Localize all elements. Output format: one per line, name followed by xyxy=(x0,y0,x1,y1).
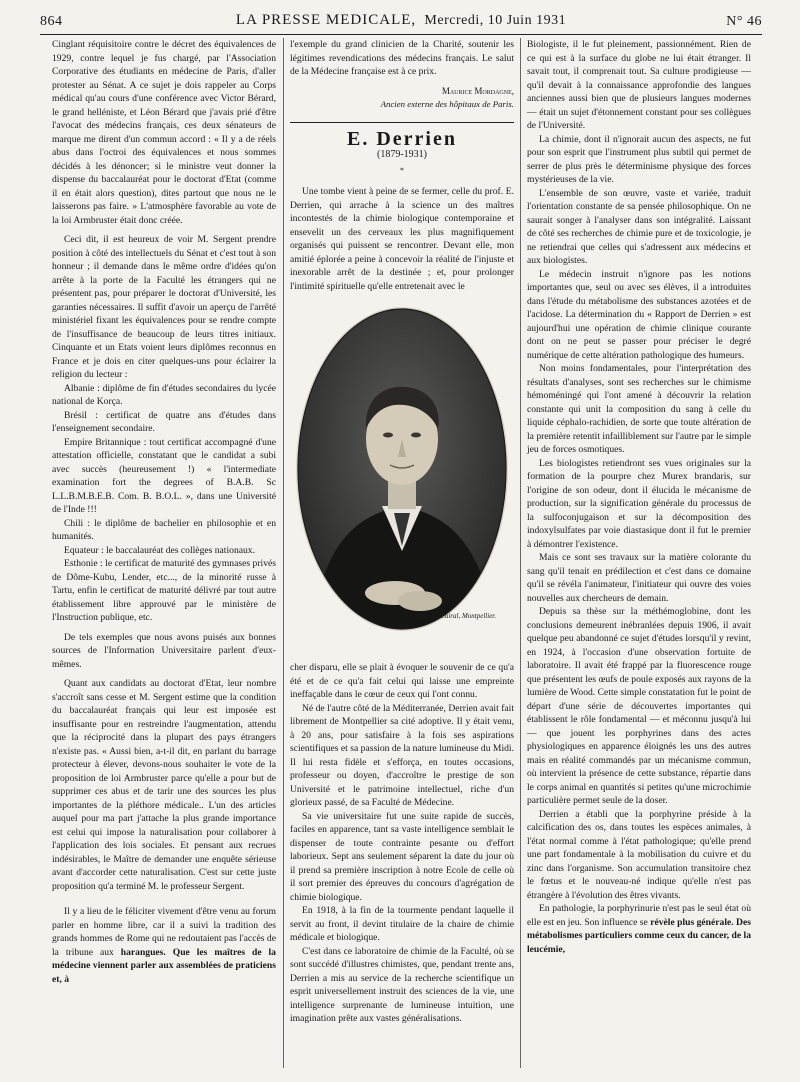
journal-title: LA PRESSE MEDICALE, xyxy=(235,12,417,28)
paragraph xyxy=(52,905,276,986)
list-item-chili: Chili : le diplôme de bachelier en philosophie et en humanités. xyxy=(52,517,276,542)
list-item-albanie: Albanie : diplôme de fin d'études secondaires du lycée national de Korça. xyxy=(52,382,276,407)
paragraph-bold-text: harangues. Que les maîtres de la médecine viennent parler aux assemblées de praticiens et, à xyxy=(52,946,276,985)
paragraph: cher disparu, elle se plait à évoquer le souvenir de ce qu'a été et de ce qu'a fait celui qui laisse une empreinte ineffaçable dans le cœur de ceux qui l'ont connu. xyxy=(290,662,514,700)
portrait-image xyxy=(290,301,514,651)
paragraph: Derrien a établi que la porphyrine préside à la calcification des os, dans toutes les espèces animales, à l'état normal comme à l'état pathologique; qu'elle prend une part fondamentale à la mobilisation du cuivre et du zinc dans l'organisme. Son accumulation transitoire chez le fœtus et le nouveau-né indique qu'elle n'est pas étrangère à l'évolution des êtres vivants. xyxy=(527,808,751,901)
list-item-bresil: Brésil : certificat de quatre ans d'études dans l'enseignement secondaire. xyxy=(52,409,276,434)
author-signature: Maurice Mordagne, xyxy=(441,85,514,96)
paragraph: Quant aux candidats au doctorat d'Etat, leur nombre s'accroît sans cesse et M. Sergent estime que la condition du baccalauréat français qui leur est imposée est insuffisante pour en restreindre l'augmentation, attendu que la réciprocité dans la plupart des pays étrangers n'existe pas. « Aussi bien, a-t-il dit, en parlant du barrage protecteur à élever, devons-nous souhaiter le vote de la proposition de loi Armbruster parce qu'elle a pour but de supprimer ces abus et de tarir une des sources les plus importantes de la pléthore médicale.. L'un des articles auquel pour ma part j'attache la plus grande importance est celui qui impose la naturalisation pour collaborer à l'application des lois sociales. Et pensant aux recrues indésirables, le Maître de demander une enquête sérieuse avant d'accorder cette naturalisation. C'est sur cette juste proposition qu'a terminé M. le professeur Sergent. xyxy=(52,678,276,892)
paragraph-text: En pathologie, la porphyrinurie n'est pas le seul état où elle est en jeu. Son influence se xyxy=(527,903,751,928)
paragraph: La chimie, dont il n'ignorait aucun des aspects, ne fut pour son esprit que l'instrument plus subtil qui permet de serrer de plus près le déterminisme physique des forces mystérieuses de la vie. xyxy=(527,133,751,185)
paragraph xyxy=(527,902,751,956)
paragraph: Non moins fondamentales, pour l'interprétation des résultats d'analyses, sont ses recherches sur le chimisme hémoméningé qui l'ont amené à découvrir la relation constante qui unit la composition du sang à celle du liquide céphalo-rachidien, de sorte que toute altération de la première retentit infailliblement sur l'autre par le simple jeu de forces osmotiques. xyxy=(527,363,751,455)
asterisk-ornament: * xyxy=(400,165,404,175)
paragraph: C'est dans ce laboratoire de chimie de la Faculté, où se sont succédé d'illustres chimistes, que, pendant trente ans, Derrien a mis au service de la recherche scientifique un esprit universellement instruit des sciences de la vie, une intelligence surprenante de lumineuse intuition, une imagination prête aux vastes généralisations. xyxy=(290,945,514,1024)
obituary-dates: (1879-1931) xyxy=(377,149,427,160)
paragraph: Les biologistes retiendront ses vues originales sur la formation de la pourpre chez Murex brandaris, sur l'origine de son odeur, dont il élucida le mécanisme de production, sur la signification générale du processus de la sulfoconjugaison et sur la décomposition des indoxylsulfates par voie diastasique dont il fut le premier à démontrer l'existence. xyxy=(527,457,751,550)
paragraph-text: Il y a lieu de le féliciter vivement d'être venu au forum parler en homme libre, car il a suivi la tradition des grands hommes de Rome qui ne redoutaient pas l'accès de la tribune aux xyxy=(52,906,276,958)
paragraph-bold-text: révèle plus générale. Des métabolismes particuliers comme ceux du cancer, de la leucémie, xyxy=(527,916,751,955)
photo-credit: Photo L. Cuiral, Montpellier. xyxy=(414,611,496,620)
paragraph: En 1918, à la fin de la tourmente pendant laquelle il servit au front, il devint titulaire de la chaire de chimie médicale et biologique. xyxy=(290,905,514,943)
column-2 xyxy=(290,38,514,1026)
paragraph: Sa vie universitaire fut une suite rapide de succès, faciles en apparence, tant sa vaste intelligence semblait le dispenser de toute contrainte pesante ou d'effort laborieux. Sept ans seulement séparent la date du jour où il prend sa première inscription à notre Ecole de celle où il sort premier des épreuves du concours d'agrégation de chimie biologique. xyxy=(290,810,514,903)
section-rule xyxy=(290,122,514,123)
column-1 xyxy=(52,38,276,986)
paragraph: Ceci dit, il est heureux de voir M. Sergent prendre position à côté des intellectuels du Sénat et c'est tout à son honneur ; il demande dans le même ordre d'idées qu'on arrête à la porte de la Faculté les étrangers qui ne présentent pas, pour préparer le doctorat d'Université, les garanties nécessaires. Il suffit d'avoir un aperçu de l'arrêté ministériel fixant les équivalences pour se rendre compte de l'insuffisance de beaucoup de leurs titres initiaux. Cinquante et un Etats voient leurs diplômes reconnus en France et je dois en citer quelques-uns pour éclairer la religion du lecteur : xyxy=(52,234,276,380)
column-divider-2 xyxy=(520,38,521,1068)
issue-number: N° 46 xyxy=(726,14,762,29)
list-item-equateur: Equateur : le baccalauréat des collèges nationaux. xyxy=(64,544,255,556)
issue-date: Mercredi, 10 Juin 1931 xyxy=(424,13,567,28)
column-3 xyxy=(527,38,751,956)
paragraph: Mais ce sont ses travaux sur la matière colorante du sang qu'il tenait en prédilection et c'est dans ce domaine qu'il se révéla l'animateur, l'initiateur qui ouvre des voies nouvelles aux chercheurs de demain. xyxy=(527,552,751,604)
column-divider-1 xyxy=(283,38,284,1068)
portrait-photo xyxy=(290,301,514,651)
paragraph: Le médecin instruit n'ignore pas les notions importantes que, seul ou avec ses élèves, il a introduites dans l'étude du métabolisme des substances azotées et de l'acidose. La détermination du « Rapport de Derrien » est aujourd'hui une opération de chimie clinique courante dont on ne peut se passer pour préciser le degré numérique de cette altération pathologique des humeurs. xyxy=(527,268,751,361)
header-rule xyxy=(40,34,762,35)
list-item-esthonie: Esthonie : le certificat de maturité des gymnases privés de Dôme-Kubu, Lender, etc..., de la minorité russe à Tartu, enfin le certificat de maturité délivré par tout autre établissement libre approuvé par le ministère de l'Instruction publique, etc. xyxy=(52,558,276,623)
paragraph: L'ensemble de son œuvre, vaste et variée, traduit l'orientation constante de sa pensée philosophique. On ne saurait songer à l'analyser dans son intégralité. Laissant de côté ses recherches de chimie pure et de toxicologie, je ne retiendrai que celles qui s'adressent aux médecins et aux biologistes. xyxy=(527,187,751,266)
paragraph: De tels exemples que nous avons puisés aux bonnes sources de l'Information Universitaire parlent d'eux-mêmes. xyxy=(52,631,276,670)
journal-masthead xyxy=(40,12,762,29)
paragraph: l'exemple du grand clinicien de la Charité, soutenir les légitimes revendications des médecins français. Le salut de la Médecine française est à ce prix. xyxy=(290,39,514,77)
paragraph: Une tombe vient à peine de se fermer, celle du prof. E. Derrien, qui arrache à la science un des maîtres incontestés de la chimie biologique contemporaine et ensevelit un des cerveaux les plus magnifiquement organisés qui puissent se rencontrer. Devant elle, mon amitié éplorée a peine à concevoir la réalité de l'injuste et inexorable arrêt de la destinée ; et, pour prolonger l'intimité spirituelle qu'elle entretenait avec le xyxy=(290,186,514,292)
page-number: 864 xyxy=(40,14,63,29)
obituary-title: E. Derrien xyxy=(347,127,457,150)
paragraph: Depuis sa thèse sur la méthémoglobine, dont les conclusions demeurent inébranlées depuis 1906, il avait quelque peu abandonné ce sujet d'études lorsqu'il y revint, en 1924, à l'occasion d'une observation fortuite de laboratoire. Il avait été frappé par la fluorescence rouge que présentent les œufs de poule exposés aux rayons de la lumière de Wood. Cette simple constatation fut le point de départ d'une série de découvertes importantes qui établissent le rôle fondamental — et méconnu jusqu'à lui — que jouent les porphyrines dans des actes physiologiques en apparence éloignés les uns des autres mais en réalité commandés par un mécanisme commun, où intervient la présence de cette substance, répartie dans le corps animal en quantités si petites qu'une microchimie particulière permet seule de la doser. xyxy=(527,606,751,806)
paragraph: Biologiste, il le fut pleinement, passionnément. Rien de ce qui est à la surface du globe ne lui était étranger. Il savait tout, il comprenait tout. Sa culture prodigieuse — qu'il devait à la connaissance approfondie des langues anciennes aussi bien que de plusieurs langues modernes — était un sujet d'étonnement constant pour ses collègues de l'Université. xyxy=(527,39,751,131)
paragraph: Cinglant réquisitoire contre le décret des équivalences de 1929, contre lequel je fus chargé, par l'Association Corporative des étudiants en médecine de Paris, d'aller protester au Sénat. A ce sujet je dois rappeler au Corps médical qu'au cours d'une conférence avec Victor Bérard, le grand helléniste, et Léon Bérard que j'avais prié d'être l'avocat des médecins français, ces deux sénateurs de marque me dirent d'un commun accord : « Il y a de réels abus dans l'octroi des équivalences et nous sommes décidés à les dénoncer; si le ministre veut donner la dispense du baccalauréat pour le doctorat d'Etat (comme il en était alors question), dites partout que nous ne le laisserons pas faire. » L'atmosphère favorable au vote de la loi Armbruster était donc créée. xyxy=(52,39,276,226)
page-header xyxy=(40,12,762,34)
paragraph: Né de l'autre côté de la Méditerranée, Derrien avait fait librement de Montpellier sa cité adoptive. Il y était venu, à 20 ans, pour satisfaire à la fois ses aspirations scientifiques et sa passion de la nature lumineuse du Midi. Il lui resta fidèle et s'efforça, en toutes occasions, professeur ou doyen, d'accroître le prestige de son Université et le patrimoine intellectuel, riche d'un glorieux passé, de sa Faculté de Médecine. xyxy=(290,702,514,808)
list-item-empire-britannique: Empire Britannique : tout certificat accompagné d'une attestation officielle, constatant que le candidat a subi avec succès (heureusement !) « l'intermediate examination fort the degrees of B.A.B. Sc L.L.B.M.B.E.B. Com. B. B.O.L. », dans une Université de l'Inde !!! xyxy=(52,436,276,515)
author-title: Ancien externe des hôpitaux de Paris. xyxy=(380,99,514,109)
